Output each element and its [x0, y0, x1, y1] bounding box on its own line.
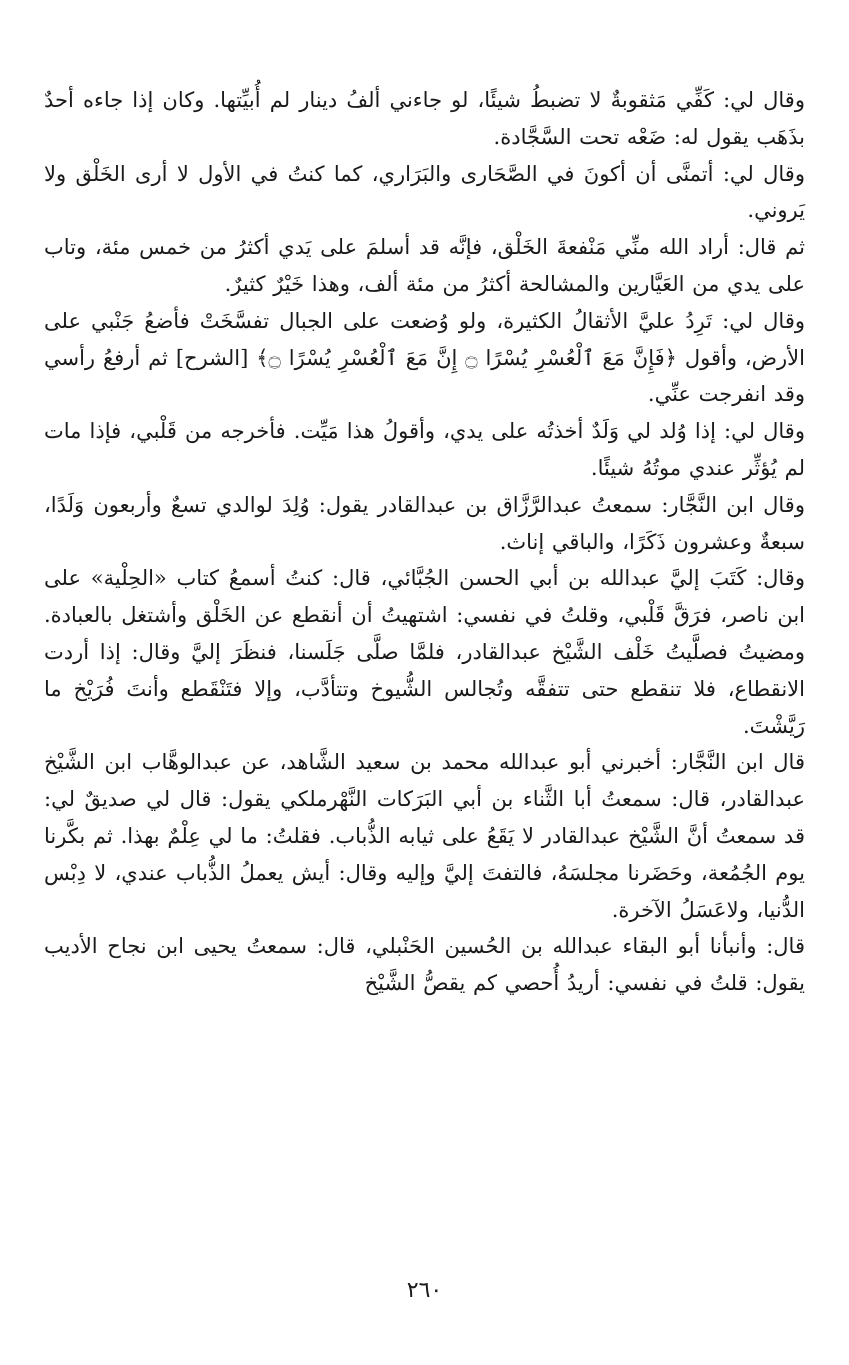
page-number: ٢٦٠	[406, 1278, 443, 1303]
paragraph-2: وقال لي: أتمنَّى أن أكونَ في الصَّحَارى والبَرَاري، كما كنتُ في الأول لا أرى الخَلْق ولا يَروني.	[44, 161, 805, 223]
paragraph-6: وقال ابن النَّجَّار: سمعتُ عبدالرَّزَّاق بن عبدالقادر يقول: وُلِدَ لوالدي تسعٌ وأربعون وَلَدًا، سبعةٌ وعشرون ذَكَرًا، والباقي إناث.	[44, 492, 805, 554]
paragraph-7: وقال: كَتَبَ إليَّ عبدالله بن أبي الحسن الجُبَّائي، قال: كنتُ أسمعُ كتاب «الحِلْية» على ابن ناصر، فرَقَّ قَلْبي، وقلتُ في نفسي: اشتهيتُ أن أنقطع عن الخَلْق وأشتغل بالعبادة. ومضيتُ فصلَّيتُ خَلْف الشَّيْخ عبدالقادر، فلمَّا صلَّى جَلَسنا، فنظَرَ إليَّ وقال: إذا أردت الانقطاع، فلا تنقطع حتى تتفقَّه وتُجالس الشُّيوخ وتتأدَّب، وإلا فتَنْقَطع وأنتَ فُرَيْخ ما رَيَّشْتَ.	[44, 566, 805, 738]
paragraph-1: وقال لي: كَفِّي مَثقوبةٌ لا تضبطُ شيئًا، لو جاءني ألفُ دينار لم أُبيِّتها. وكان إذا جاءه أحدٌ بذَهَب يقول له: ضَعْه تحت السَّجَّادة.	[44, 88, 805, 149]
body-text	[44, 82, 805, 1002]
paragraph-5: وقال لي: إذا وُلد لي وَلَدٌ أخذتُه على يدي، وأقولُ هذا مَيِّت. فأخرجه من قَلْبي، فإذا مات لم يُؤثِّر عندي موتُهُ شيئًا.	[44, 419, 805, 480]
paragraph-3: ثم قال: أراد الله منِّي مَنْفعةَ الخَلْق، فإنَّه قد أسلمَ على يَدي أكثرُ من خمس مئة، وتاب على يدي من العَيَّارين والمشالحة أكثرُ من مئة ألف، وهذا خَيْرٌ كثيرٌ.	[44, 235, 805, 296]
paragraph-4: وقال لي: تَرِدُ عليَّ الأثقالُ الكثيرة، ولو وُضعت على الجبال تفسَّخَتْ فأضعُ جَنْبي على الأرض، وأقول ﴿فَإِنَّ مَعَ ٱلْعُسْرِ يُسْرًا ۝ إِنَّ مَعَ ٱلْعُسْرِ يُسْرًا ۝﴾ [الشرح] ثم أرفعُ رأسي وقد انفرجت عنِّي.	[44, 308, 805, 407]
paragraph-8: قال ابن النَّجَّار: أخبرني أبو عبدالله محمد بن سعيد الشَّاهد، عن عبدالوهَّاب ابن الشَّيْخ عبدالقادر، قال: سمعتُ أبا الثَّناء بن أبي البَرَكات النَّهْرملكي يقول: قال لي صديقٌ لي: قد سمعتُ أنَّ الشَّيْخ عبدالقادر لا يَقَعُ على ثيابه الذُّباب. فقلتُ: ما لي عِلْمٌ بهذا. ثم بكَّرنا يوم الجُمُعة، وحَضَرنا مجلسَهُ، فالتفتَ إليَّ وإليه وقال: أيش يعملُ الذُّباب عندي، لا دِبْس الدُّنيا، ولاعَسَلُ الآخرة.	[44, 750, 805, 922]
paragraph-9: قال: وأنبأنا أبو البقاء عبدالله بن الحُسين الحَنْبلي، قال: سمعتُ يحيى ابن نجاح الأديب يقول: قلتُ في نفسي: أريدُ أُحصي كم يقصُّ الشَّيْخ	[44, 934, 805, 996]
